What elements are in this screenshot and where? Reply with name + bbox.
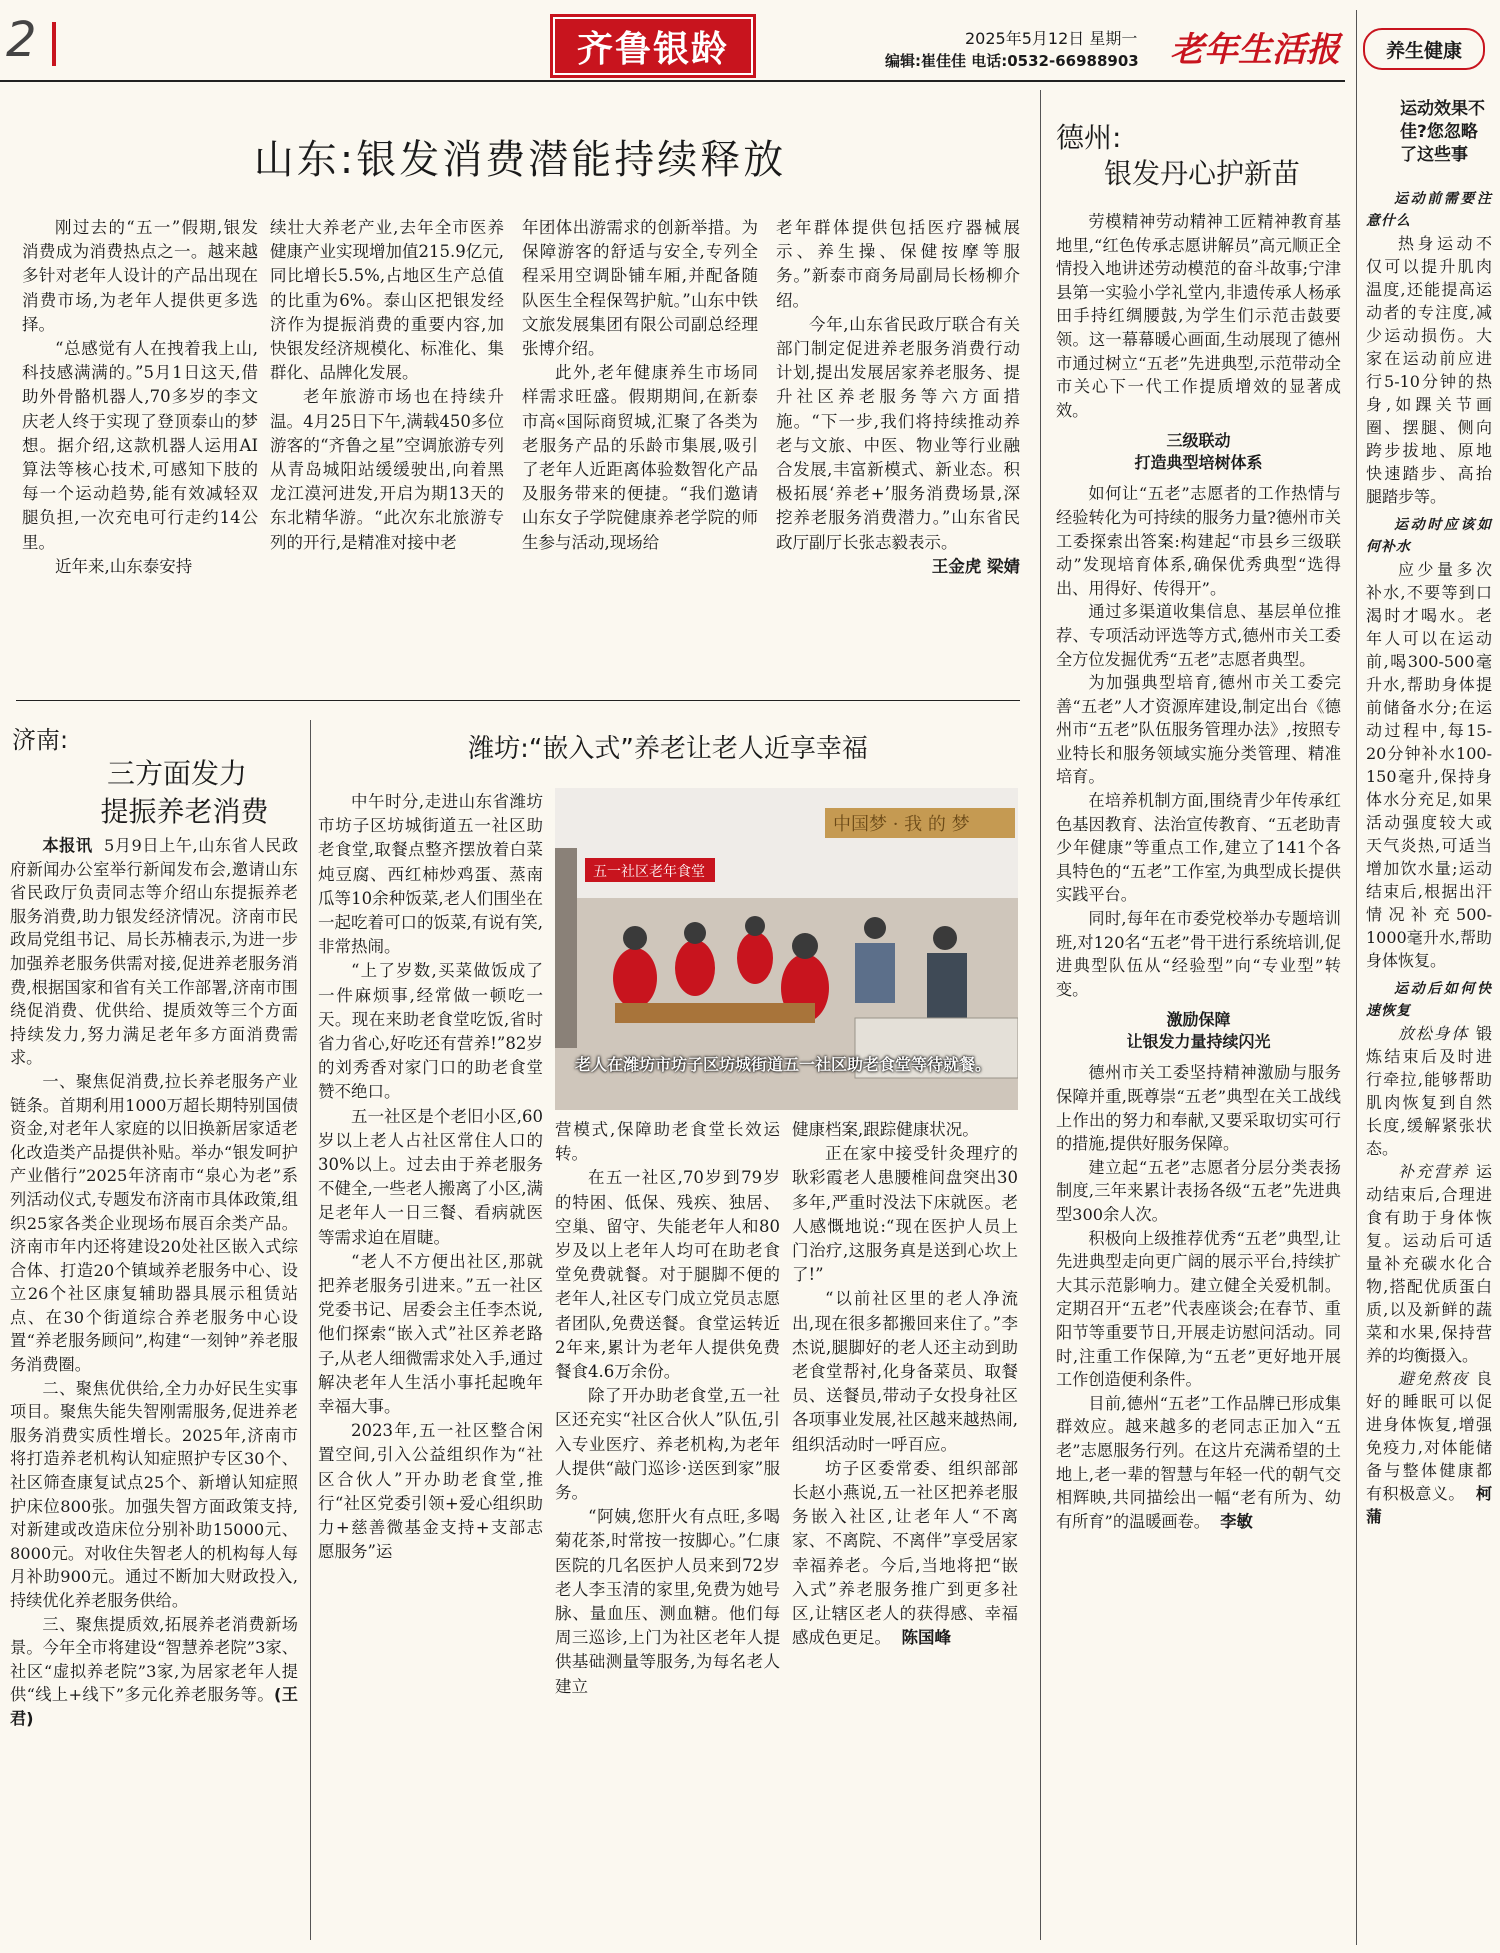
jinan-p1: 5月9日上午,山东省人民政府新闻办公室举行新闻发布会,邀请山东省民政厅负责同志等介绍山东提振养老服务消费,助力银发经济情况。济南市民政局党组书记、局长苏楠表示,为进一步加强养老服务供需对接,促进养老服务消费,根据国家和省有关工作部署,济南市围绕促消费、优供给、提质效等三个方面持续发力,努力满足老年多方面消费需求。 — [10, 836, 299, 1068]
weifang-col2-p1: 营模式,保障助老食堂长效运转。 — [555, 1120, 780, 1164]
health-p5-label: 避免熬夜 — [1398, 1369, 1470, 1388]
dezhou-sec1-p5: 同时,每年在市委党校举办专题培训班,对120名“五老”骨干进行系统培训,促进典型队伍从“经验型”向“专业型”转变。 — [1056, 909, 1341, 999]
editor-line: 编辑:崔佳佳 电话:0532-66988903 — [885, 52, 1139, 70]
health-heading-2: 运动时应该如何补水 — [1366, 517, 1492, 555]
weifang-col2-p3: 除了开办助老食堂,五一社区还充实“社区合伙人”队伍,引入专业医疗、养老机构,为老年人提供“敲门巡诊·送医到家”服务。 — [555, 1386, 780, 1503]
page-number-bar — [52, 22, 56, 66]
main-col4-p2: 今年,山东省民政厅联合有关部门制定促进养老服务消费行动计划,提出发展居家养老服务、提升社区养老服务等六方面措施。“下一步,我们将持续推动养老与文旅、中医、物业等行业融合发展,丰富新模式、新业态。积极拓展‘养老+’服务消费场景,深挖养老服务消费潜力。”山东省民政厅副厅长张志毅表示。 — [776, 314, 1020, 552]
weifang-col3-p3: “以前社区里的老人净流出,现在很多都搬回来住了。”李杰说,腿脚好的老人还主动到助老食堂帮衬,化身备菜员、取餐员、送餐员,带动子女投身社区各项事业发展,社区越来越热闹,组织活动时一呼百应。 — [792, 1289, 1018, 1454]
dezhou-byline: 李敏 — [1220, 1511, 1253, 1531]
weifang-col1-p1: 中午时分,走进山东省潍坊市坊子区坊城街道五一社区助老食堂,取餐点整齐摆放着白菜炖豆腐、西红柿炒鸡蛋、蒸南瓜等10余种饭菜,老人们围坐在一起吃着可口的饭菜,有说有笑,非常热闹。 — [318, 792, 543, 957]
page-number: 2 — [6, 12, 37, 68]
section-banner — [550, 14, 756, 78]
main-article-col-3 — [522, 216, 758, 555]
main-col1-p1: 刚过去的“五一”假期,银发消费成为消费热点之一。越来越多针对老年人设计的产品出现在消费市场,为老年人提供更多选择。 — [22, 218, 258, 334]
divider-right-column — [1356, 10, 1357, 1945]
weifang-col3-p4: 坊子区委常委、组织部部长赵小燕说,五一社区把养老服务嵌入社区,让老年人“不离家、不离院、不离伴”享受居家幸福养老。今后,当地将把“嵌入式”养老服务推广到更多社区,让辖区老人的获得感、幸福感成色更足。 — [792, 1458, 1018, 1648]
jinan-title-line-1: 三方面发力 — [106, 757, 247, 790]
main-article-col-2 — [270, 216, 504, 555]
weifang-col1-p4: “老人不方便出社区,那就把养老服务引进来。”五一社区党委书记、居委会主任李杰说,他们探索“嵌入式”社区养老路子,从老人细微需求处入手,通过解决老年人生活小事托起晚年幸福大事。 — [318, 1251, 543, 1417]
divider-dezhou — [1040, 90, 1041, 1940]
health-heading-3: 运动后如何快速恢复 — [1366, 981, 1492, 1019]
health-p1: 热身运动不仅可以提升肌肉温度,还能提高运动者的专注度,减少运动损伤。大家在运动前应进行5-10分钟的热身,如踝关节画圈、摆腿、侧向跨步拔地、原地快速踏步、高抬腿踏步等。 — [1366, 234, 1492, 506]
divider-jinan-weifang — [310, 720, 311, 1940]
main-col3-p1: 年团体出游需求的创新举措。为保障游客的舒适与安全,专列全程采用空调卧铺车厢,并配备随队医生全程保驾护航。”山东中铁文旅发展集团有限公司副总经理张博介绍。 — [522, 218, 758, 359]
column-tag: 养生健康 — [1385, 39, 1462, 62]
dezhou-subhead-1-line-2: 打造典型培树体系 — [1134, 453, 1263, 473]
section-name: 齐鲁银龄 — [576, 27, 729, 70]
health-p5: 良好的睡眠可以促进身体恢复,增强免疫力,对体能储备与整体健康都有积极意义。 — [1366, 1369, 1492, 1503]
dezhou-subhead-2 — [1056, 1009, 1341, 1053]
weifang-col-2 — [555, 1118, 780, 1699]
health-p4: 运动结束后,合理进食有助于身体恢复。运动后可适量补充碳水化合物,搭配优质蛋白质,以及新鲜的蔬菜和水果,保持营养的均衡摄入。 — [1366, 1162, 1492, 1365]
main-col1-p2: “总感觉有人在拽着我上山,科技感满满的。”5月1日这天,借助外骨骼机器人,70多岁的李文庆老人终于实现了登顶泰山的梦想。据介绍,这款机器人运用AI算法等核心技术,可感知下肢的每一个运动趋势,能有效减轻双腿负担,一次充电可行走约14公里。 — [22, 339, 258, 552]
health-byline: 柯蒲 — [1366, 1484, 1492, 1526]
weifang-title: 潍坊:“嵌入式”养老让老人近享幸福 — [468, 734, 868, 764]
dezhou-body — [1056, 210, 1341, 1533]
dezhou-kicker: 德州: — [1056, 121, 1122, 154]
jinan-title-line-2: 提振养老消费 — [100, 795, 269, 828]
weifang-col1-p5: 2023年,五一社区整合闲置空间,引入公益组织作为“社区合伙人”开办助老食堂,推行“社区党委引领+爱心组织助力+慈善微基金支持+支部志愿服务”运 — [318, 1421, 543, 1562]
weifang-photo-caption: 老人在潍坊市坊子区坊城街道五一社区助老食堂等待就餐。 — [575, 1055, 992, 1074]
dezhou-sec2-p4: 目前,德州“五老”工作品牌已形成集群效应。越来越多的老同志正加入“五老”志愿服务行列。在这片充满希望的土地上,老一辈的智慧与年轻一代的朝气交相辉映,共同描绘出一幅“老有所为、幼有所育”的温暖画卷。 — [1056, 1393, 1341, 1531]
dezhou-subhead-1-line-1: 三级联动 — [1166, 431, 1231, 451]
weifang-col-1 — [318, 790, 543, 1565]
dezhou-sec1-p1: 如何让“五老”志愿者的工作热情与经验转化为可持续的服务力量?德州市关工委探索出答案:构建起“市县乡三级联动”发现培育体系,确保优秀典型“选得出、用得好、传得开”。 — [1056, 484, 1341, 598]
dezhou-subhead-1 — [1056, 430, 1341, 474]
jinan-p3: 二、聚焦优供给,全力办好民生实事项目。聚焦失能失智刚需服务,促进养老服务消费实质性增长。2025年,济南市将打造养老机构认知症照护专区30个、社区筛查康复试点25个、新增认知症照护床位800张。加强失智方面政策支持,对新建或改造床位分别补助15000元、8000元。对收住失智老人的机构每人每月补助900元。通过不断加大财政投入,持续优化养老服务供给。 — [10, 1378, 298, 1610]
dezhou-sec2-p3: 积极向上级推荐优秀“五老”典型,让先进典型走向更广阔的展示平台,持续扩大其示范影响力。建立健全关爱机制。定期召开“五老”代表座谈会;在春节、重阳节等重要节日,开展走访慰问活动。同时,注重工作保障,为“五老”更好地开展工作创造便利条件。 — [1056, 1228, 1341, 1390]
main-article-bottom-rule — [16, 700, 1020, 701]
dezhou-subhead-2-line-2: 让银发力量持续闪光 — [1126, 1032, 1271, 1052]
weifang-byline: 陈国峰 — [901, 1628, 951, 1648]
health-p2: 应少量多次补水,不要等到口渴时才喝水。老年人可以在运动前,喝300-500毫升水,帮助身体提前储备水分;在运动过程中,每15-20分钟补水100-150毫升,保持身体水分充足,如果活动强度较大或天气炎热,可适当增加饮水量;运动结束后,根据出汗情况补充500-1000毫升水,帮助身体恢复。 — [1366, 560, 1492, 970]
jinan-body — [10, 834, 298, 1731]
dezhou-subhead-2-line-1: 激励保障 — [1166, 1010, 1231, 1030]
weifang-col1-p2: “上了岁数,买菜做饭成了一件麻烦事,经常做一顿吃一天。现在来助老食堂吃饭,省时省力省心,好吃还有营养!”82岁的刘秀香对家门口的助老食堂赞不绝口。 — [318, 961, 543, 1102]
health-body — [1366, 182, 1492, 1528]
jinan-kicker: 济南: — [12, 726, 69, 754]
health-heading-1: 运动前需要注意什么 — [1366, 191, 1492, 229]
jinan-p4: 三、聚焦提质效,拓展养老消费新场景。今年全市将建设“智慧养老院”3家、社区“虚拟养老院”3家,为居家老年人提供“线上+线下”多元化养老服务等。 — [10, 1614, 298, 1705]
dezhou-title: 银发丹心护新苗 — [1103, 157, 1300, 190]
dezhou-intro: 劳模精神劳动精神工匠精神教育基地里,“红色传承志愿讲解员”高元顺正全情投入地讲述劳动模范的奋斗故事;宁津县第一实验小学礼堂内,非遗传承人杨承田手持红绸腰鼓,为学生们示范击鼓要领。这一幕幕暖心画面,生动展现了德州市通过树立“五老”先进典型,示范带动全市关心下一代工作提质增效的显著成效。 — [1056, 212, 1341, 420]
dezhou-sec1-p4: 在培养机制方面,围绕青少年传承红色基因教育、法治宣传教育、“五老助青少年健康”等重点工作,建立了141个各具特色的“五老”工作室,为典型成长提供实践平台。 — [1056, 791, 1341, 905]
main-col2-p1: 续壮大养老产业,去年全市医养健康产业实现增加值215.9亿元,同比增长5.5%,占地区生产总值的比重为6%。泰山区把银发经济作为提振消费的重要内容,加快银发经济规模化、标准化、集群化、品牌化发展。 — [270, 218, 504, 383]
masthead-rule — [0, 80, 1345, 82]
main-col2-p2: 老年旅游市场也在持续升温。4月25日下午,满载450多位游客的“齐鲁之星”空调旅游专列从青岛城阳站缓缓驶出,向着黑龙江漠河进发,开启为期13天的东北精华游。“此次东北旅游专列的开行,是精准对接中老 — [270, 387, 504, 552]
dezhou-sec1-p3: 为加强典型培育,德州市关工委完善“五老”人才资源库建设,制定出台《德州市“五老”队伍服务管理办法》,按照专业特长和服务领域实施分类管理、精准培育。 — [1056, 673, 1341, 787]
main-article-col-1 — [22, 216, 258, 579]
dezhou-sec2-p1: 德州市关工委坚持精神激励与服务保障并重,既尊崇“五老”典型在关工战线上作出的努力和奉献,又要采取切实可行的措施,提供好服务保障。 — [1056, 1063, 1341, 1154]
weifang-col-3 — [792, 1118, 1018, 1650]
jinan-byline: (王君) — [10, 1685, 298, 1728]
main-col3-p2: 此外,老年健康养生市场同样需求旺盛。假期期间,在新泰市高«国际商贸城,汇聚了各类为老服务产品的乐龄市集展,吸引了老年人近距离体验数智化产品及服务带来的便捷。“我们邀请山东女子学院健康养老学院的师生参与活动,现场给 — [522, 363, 758, 552]
health-p3-label: 放松身体 — [1398, 1024, 1470, 1043]
health-title: 运动效果不佳?您忽略了这些事 — [1400, 99, 1485, 165]
main-article-byline: 王金虎 梁婧 — [931, 556, 1020, 576]
photo-wall-text: 中国梦 · 我 的 梦 — [833, 814, 970, 835]
weifang-col1-p3: 五一社区是个老旧小区,60岁以上老人占社区常住人口的30%以上。过去由于养老服务不健全,一些老人搬离了小区,满足老年人一日三餐、看病就医等需求迫在眉睫。 — [318, 1106, 543, 1247]
column-tag-box — [1363, 28, 1485, 70]
health-p3: 锻炼结束后及时进行牵拉,能够帮助肌肉恢复到自然长度,缓解紧张状态。 — [1366, 1024, 1492, 1158]
weifang-col3-p1: 健康档案,跟踪健康状况。 — [792, 1120, 979, 1139]
photo-banner-text: 五一社区老年食堂 — [593, 864, 705, 880]
weifang-col2-p4: “阿姨,您肝火有点旺,多喝菊花茶,时常按一按脚心。”仁康医院的几名医护人员来到72岁老人李玉清的家里,免费为她号脉、量血压、测血糖。他们每周三巡诊,上门为社区老年人提供基础测量等服务,为每名老人建立 — [555, 1507, 780, 1696]
health-p4-label: 补充营养 — [1398, 1162, 1470, 1181]
date-line: 2025年5月12日 星期一 — [965, 29, 1138, 48]
main-col4-p1: 老年群体提供包括医疗器械展示、养生操、保健按摩等服务。”新泰市商务局副局长杨柳介绍。 — [776, 218, 1020, 310]
paper-name: 老年生活报 — [1170, 30, 1340, 70]
weifang-photo — [555, 788, 1018, 1110]
weifang-col3-p2: 正在家中接受针灸理疗的耿彩霞老人患腰椎间盘突出30多年,严重时没法下床就医。老人感慨地说:“现在医护人员上门治疗,这服务真是送到心坎上了!” — [792, 1144, 1018, 1285]
jinan-p2: 一、聚焦促消费,拉长养老服务产业链条。首期利用1000万超长期特别国债资金,对老年人家庭的以旧换新居家适老化改造类产品提供补贴。举办“银发呵护 产业偕行”2025年济南市“泉心为老”系列活动仪式,专题发布济南市具体政策,组织25家各类企业现场布展百余类产品。济南市年内还将建设20处社区嵌入式综合体、打造20个镇域养老服务中心、设立26个社区康复辅助器具展示租赁站点、在30个街道综合养老服务中心设置“养老服务顾问”,构建“一刻钟”养老服务消费圈。 — [10, 1071, 298, 1375]
dezhou-sec2-p2: 建立起“五老”志愿者分层分类表扬制度,三年来累计表扬各级“五老”先进典型300余人次。 — [1056, 1157, 1341, 1224]
main-article-title: 山东:银发消费潜能持续释放 — [253, 137, 787, 183]
main-col1-p3: 近年来,山东泰安持 — [55, 556, 193, 576]
main-article-col-4 — [776, 216, 1020, 579]
weifang-col2-p2: 在五一社区,70岁到79岁的特困、低保、残疾、独居、空巢、留守、失能老年人和80岁及以上老年人均可在助老食堂免费就餐。对于腿脚不便的老年人,社区专门成立党员志愿者团队,免费送餐。食堂运转近2年来,累计为老年人提供免费餐食4.6万余份。 — [555, 1168, 780, 1382]
jinan-lead-label: 本报讯 — [42, 836, 93, 855]
dezhou-sec1-p2: 通过多渠道收集信息、基层单位推荐、专项活动评选等方式,德州市关工委全方位发掘优秀“五老”志愿者典型。 — [1056, 602, 1341, 669]
